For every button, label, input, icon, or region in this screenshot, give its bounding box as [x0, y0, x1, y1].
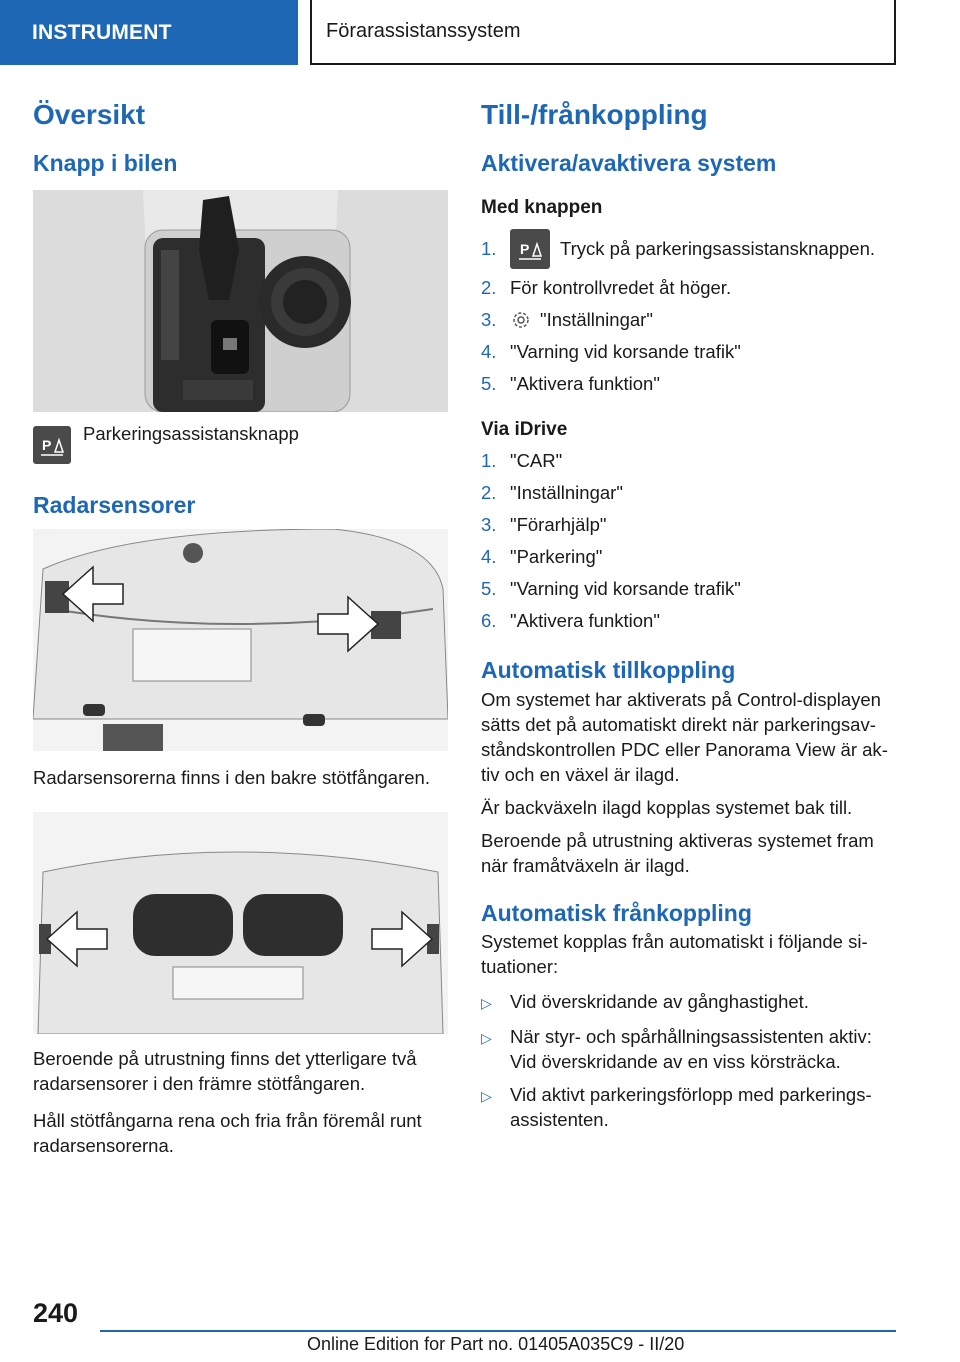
radar-front-text: Beroende på utrustning finns det ytterligare två radarsensorer i den främre stötfångaren.	[33, 1048, 417, 1095]
button-caption: Parkeringsassistansknapp	[83, 423, 299, 445]
button-in-car-heading: Knapp i bilen	[33, 150, 178, 176]
auto-on-p1: Om systemet har aktiverats på Control-displayen sätts det på automatiskt direkt när parkeringsavståndskontrollen PDC eller Panorama View är aktiv och en växel är ilagd.	[481, 688, 888, 785]
button-caption-row	[33, 423, 448, 464]
list-item	[481, 336, 896, 368]
step-text: "CAR"	[510, 449, 563, 471]
step-number: 2.	[481, 481, 497, 503]
triangle-right-icon: ▷	[481, 995, 492, 1012]
step-text: "Aktivera funktion"	[510, 373, 660, 395]
parking-assist-icon	[510, 229, 550, 269]
step-number: 3.	[481, 309, 497, 331]
step-number: 4.	[481, 341, 497, 363]
step-number: 2.	[481, 277, 497, 299]
bullet-text: Vid aktivt parkeringsförlopp med parkeringsassistenten.	[510, 1084, 872, 1131]
list-item	[481, 304, 896, 336]
list-item	[481, 477, 896, 509]
right-column	[481, 98, 896, 1140]
radar-sensors-heading: Radarsensorer	[33, 491, 196, 518]
parking-assist-icon	[33, 426, 71, 464]
keep-clean-text: Håll stötfångarna rena och fria från föremål runt radarsensorerna.	[33, 1110, 422, 1157]
step-text: För kontrollvredet åt höger.	[510, 277, 732, 299]
chapter-title: Förarassistanssystem	[312, 0, 896, 65]
svg-text:P: P	[520, 241, 530, 258]
bullet-text: När styr- och spårhållningsassistenten aktiv: Vid överskridande av en viss körsträcka.	[510, 1026, 872, 1073]
auto-off-intro: Systemet kopplas från automatiskt i följande situationer:	[481, 931, 868, 978]
front-bumper-figure	[33, 812, 448, 1034]
list-item	[481, 541, 896, 573]
idrive-steps	[481, 445, 896, 637]
auto-on-heading: Automatisk tillkoppling	[481, 656, 736, 683]
step-text: "Aktivera funktion"	[510, 609, 660, 631]
idrive-heading: Via iDrive	[481, 419, 568, 441]
list-item	[481, 573, 896, 605]
step-number: 5.	[481, 577, 497, 599]
svg-text:P: P	[42, 436, 52, 453]
gear-icon	[510, 309, 532, 331]
step-number: 5.	[481, 373, 497, 395]
auto-off-heading: Automatisk frånkoppling	[481, 899, 752, 926]
auto-on-p2: Är backväxeln ilagd kopplas systemet bak till.	[481, 796, 853, 818]
rear-bumper-illustration	[33, 529, 448, 751]
triangle-right-icon: ▷	[481, 1088, 492, 1105]
with-button-steps	[481, 226, 896, 400]
step-text: "Förarhjälp"	[510, 513, 607, 535]
overview-heading: Översikt	[33, 99, 146, 130]
step-text: Tryck på parkeringsassistansknappen.	[560, 238, 875, 260]
step-text: "Inställningar"	[510, 481, 623, 503]
list-item	[481, 989, 896, 1016]
step-text: "Inställningar"	[540, 309, 653, 331]
step-text: "Parkering"	[510, 545, 603, 567]
triangle-right-icon: ▷	[481, 1030, 492, 1047]
list-item	[481, 272, 896, 304]
edition-text: Online Edition for Part no. 01405A035C9 - II/20	[307, 1334, 685, 1354]
step-number: 1.	[481, 238, 497, 260]
page-number: 240	[33, 1298, 79, 1328]
list-item	[481, 368, 896, 400]
step-text: "Varning vid korsande trafik"	[510, 577, 741, 599]
section-tab: INSTRUMENT	[0, 0, 298, 65]
on-off-heading: Till-/frånkoppling	[481, 99, 708, 130]
with-button-heading: Med knappen	[481, 196, 603, 218]
list-item	[481, 1082, 896, 1132]
step-number: 4.	[481, 545, 497, 567]
step-text: "Varning vid korsande trafik"	[510, 341, 741, 363]
auto-off-list	[481, 989, 896, 1132]
front-bumper-illustration	[33, 812, 448, 1034]
footer-rule	[100, 1330, 896, 1332]
activate-heading: Aktivera/avaktivera system	[481, 150, 777, 176]
list-item	[481, 605, 896, 637]
radar-rear-text: Radarsensorerna finns i den bakre stötfångaren.	[33, 767, 430, 789]
list-item	[481, 509, 896, 541]
center-console-illustration	[33, 190, 448, 412]
list-item	[481, 445, 896, 477]
step-number: 1.	[481, 449, 497, 471]
rear-bumper-figure	[33, 529, 448, 751]
list-item	[481, 226, 896, 272]
list-item	[481, 1024, 896, 1074]
step-number: 3.	[481, 513, 497, 535]
auto-on-p3: Beroende på utrustning aktiveras systemet fram när framåtväxeln är ilagd.	[481, 829, 874, 876]
left-column	[33, 98, 448, 1158]
step-number: 6.	[481, 609, 497, 631]
bullet-text: Vid överskridande av gånghastighet.	[510, 991, 809, 1013]
console-figure	[33, 190, 448, 412]
